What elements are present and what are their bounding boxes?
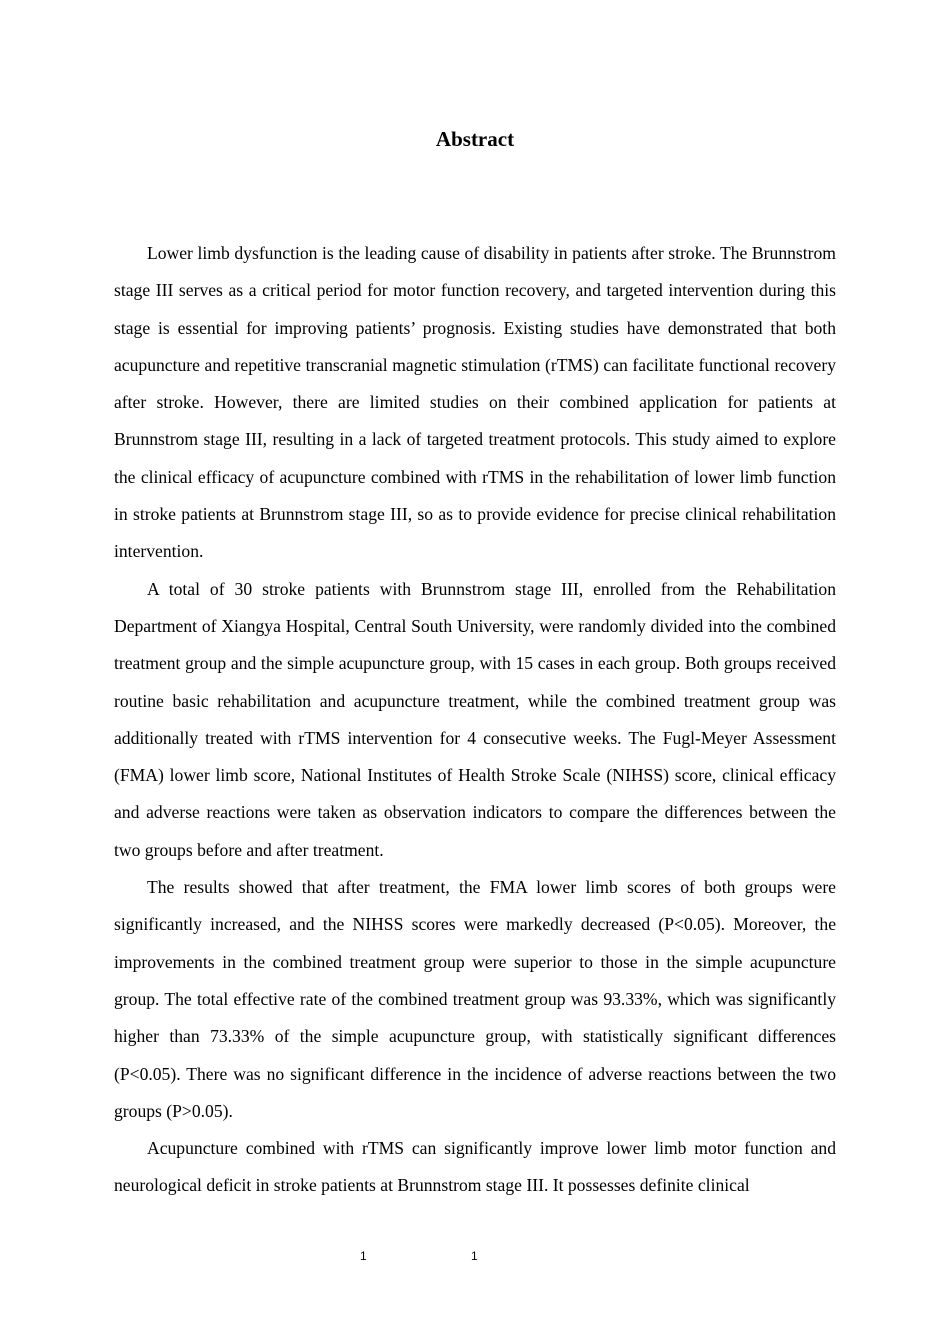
abstract-paragraph-methods: A total of 30 stroke patients with Brunnstrom stage III, enrolled from the Rehabilitation Department of Xiangya Hospital, Central South University, were randomly divided into the combined treatment group and the simple acupuncture group, with 15 cases in each group. Both groups received routine basic rehabilitation and acupuncture treatment, while the combined treatment group was additionally treated with rTMS intervention for 4 consecutive weeks. The Fugl-Meyer Assessment (FMA) lower limb score, National Institutes of Health Stroke Scale (NIHSS) score, clinical efficacy and adverse reactions were taken as observation indicators to compare the differences between the two groups before and after treatment. (114, 578, 836, 860)
page-title: Abstract (435, 127, 515, 151)
abstract-paragraph-background: Lower limb dysfunction is the leading cause of disability in patients after stroke. The Brunnstrom stage III serves as a critical period for motor function recovery, and targeted intervention during this stage is essential for improving patients’ prognosis. Existing studies have demonstrated that both acupuncture and repetitive transcranial magnetic stimulation (rTMS) can facilitate functional recovery after stroke. However, there are limited studies on their combined application for patients at Brunnstrom stage III, resulting in a lack of targeted treatment protocols. This study aimed to explore the clinical efficacy of acupuncture combined with rTMS in the rehabilitation of lower limb function in stroke patients at Brunnstrom stage III, so as to provide evidence for precise clinical rehabilitation intervention. (114, 243, 836, 562)
abstract-paragraph-results: The results showed that after treatment, the FMA lower limb scores of both groups were significantly increased, and the NIHSS scores were markedly decreased (P<0.05). Moreover, the improvements in the combined treatment group were superior to those in the simple acupuncture group. The total effective rate of the combined treatment group was 93.33%, which was significantly higher than 73.33% of the simple acupuncture group, with statistically significant differences (P<0.05). There was no significant difference in the incidence of adverse reactions between the two groups (P>0.05). (114, 877, 836, 1121)
footer-page-number-center: 1 (471, 1249, 478, 1263)
abstract-body (114, 235, 836, 1205)
footer-page-number-left: 1 (360, 1249, 367, 1263)
abstract-paragraph-conclusion: Acupuncture combined with rTMS can significantly improve lower limb motor function and neurological deficit in stroke patients at Brunnstrom stage III. It possesses definite clinical (114, 1138, 836, 1196)
